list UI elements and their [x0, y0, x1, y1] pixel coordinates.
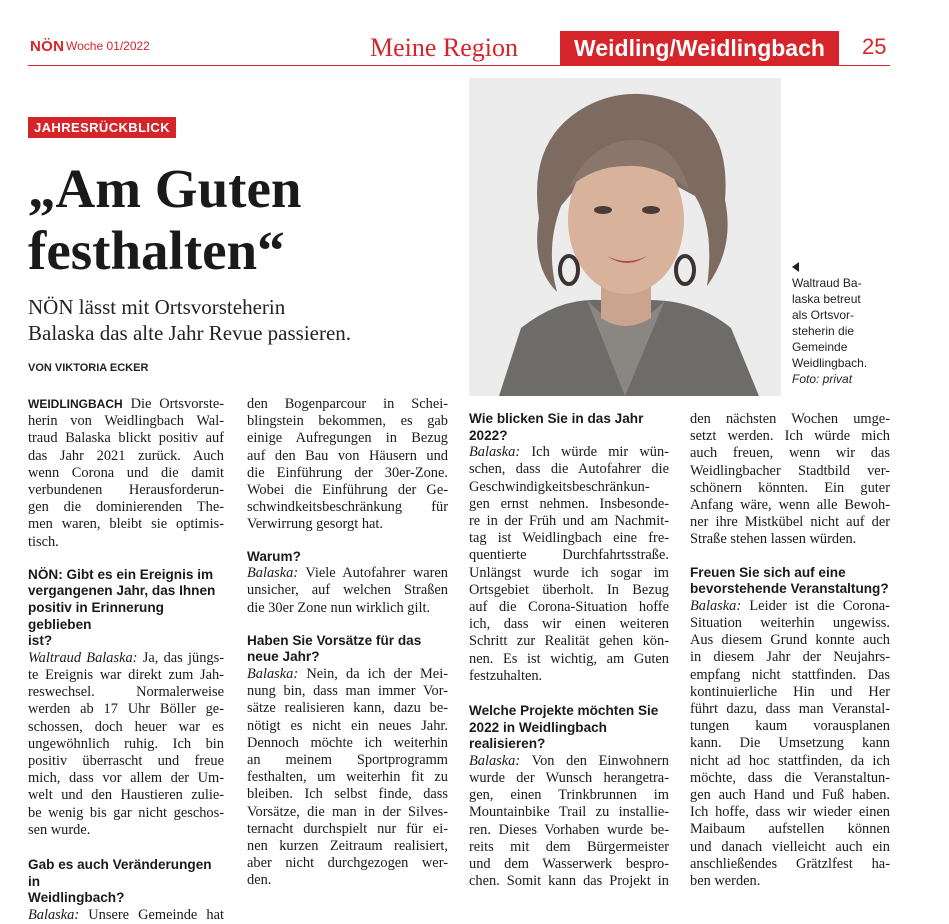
text-line: Unlängst wurde ich sogar im: [469, 564, 669, 581]
question-line: neue Jahr?: [247, 649, 320, 665]
speaker-label: Balaska:: [247, 666, 299, 683]
text-line-fragment: Viele Autofahrer waren: [305, 565, 449, 582]
text-line: Aus diesem Grund konnte auch: [690, 632, 890, 649]
question-line: positiv in Erinnerung geblieben: [28, 600, 164, 632]
text-line: ternacht durchspielt nur für ei-: [247, 820, 448, 837]
text-line: und dem Wasserwerk bespro-: [469, 856, 669, 873]
subheadline: [28, 294, 458, 346]
question-heading: [28, 857, 224, 907]
speaker-label: Balaska:: [28, 906, 80, 923]
headline: [28, 158, 458, 282]
text-line: Ich hoffe, dass wir wieder einen: [690, 804, 890, 821]
text-line: Verwirrung gesorgt hat.: [247, 516, 384, 533]
article-column-1: [28, 396, 224, 924]
portrait-illustration: [469, 78, 781, 396]
text-line: ner ihre Mistkübel nicht auf der: [690, 514, 890, 531]
text-line: ungewöhnlich ruhig. Ich bin: [28, 735, 224, 752]
text-line: die Einführung der 30er-Zone.: [247, 464, 448, 481]
answer-paragraph: [690, 598, 890, 890]
caption-line: Gemeinde: [792, 340, 848, 354]
text-line: ren. Dieses Vorhaben wurde be-: [469, 821, 669, 838]
text-line: führt dazu, dass man Veranstal-: [690, 701, 890, 718]
text-line: und danach vielleicht auch ein: [690, 838, 890, 855]
question-heading: [690, 565, 890, 598]
text-line: ben werden.: [690, 873, 761, 890]
headline-line: „Am Guten: [28, 158, 302, 219]
text-line: Mountainbike Trail zu installie-: [469, 804, 669, 821]
question-line: Weidlingbach?: [28, 890, 125, 906]
body-paragraph: [690, 411, 890, 549]
text-line: möchte, dass die Veranstaltun-: [690, 769, 890, 786]
speaker-label: Balaska:: [690, 597, 742, 614]
answer-paragraph: [247, 565, 448, 617]
text-line: anschließendes Grätzlfest ha-: [690, 855, 890, 872]
text-line: Maibaum aufstellen können: [690, 821, 890, 838]
question-line: ist?: [28, 633, 53, 649]
question-line: 2022 in Weidlingbach: [469, 719, 607, 735]
text-line: quentierte Durchfahrtsstraße.: [469, 547, 669, 564]
text-line: setzt werden. Ich würde mich: [690, 428, 890, 445]
text-line-fragment: Unsere Gemeinde hat: [88, 906, 224, 923]
text-line: kann. Die Umsetzung kann: [690, 735, 890, 752]
text-line-fragment: Ja, das jüngs-: [142, 649, 224, 666]
text-line: sätze realisieren kann, dazu be-: [247, 700, 448, 717]
text-line: men waren, bleibt sie optimis-: [28, 516, 224, 533]
question-line: NÖN: Gibt es ein Ereignis im: [28, 566, 214, 582]
text-line: positiv überrascht und freue: [28, 753, 224, 770]
text-line: nicht ad hoc stattfinden, da ich: [690, 752, 890, 769]
text-line: empfang nicht stattfinden. Das: [690, 666, 890, 683]
section-title: Meine Region: [370, 33, 519, 62]
question-line: 2022?: [469, 427, 508, 443]
text-line: den nächsten Wochen umge-: [690, 411, 890, 427]
text-line: die 30er Zone nun wirklich gilt.: [247, 599, 431, 616]
body-paragraph: [247, 396, 448, 534]
answer-paragraph: [469, 753, 669, 891]
text-line-fragment: Leider ist die Corona-: [749, 597, 890, 614]
text-line: tisch.: [28, 533, 59, 550]
header-rule: [28, 65, 890, 66]
text-line: nötigt es nicht ein neues Jahr.: [247, 717, 448, 734]
text-line: welt und den Haustieren zulie-: [28, 787, 224, 804]
text-line: gen, einen Trinkbrunnen im: [469, 787, 669, 804]
text-line: reits mit dem Bürgermeister: [469, 838, 669, 855]
text-line: Wobei die Einführung der Ge-: [247, 482, 448, 499]
text-line: herin von Weidlingbach Wal-: [28, 413, 224, 430]
text-line: das Jahr 2021 zurück. Auch: [28, 447, 224, 464]
text-line: an meinem Sportprogramm: [247, 752, 448, 769]
question-line: Welche Projekte möchten Sie: [469, 703, 659, 719]
text-line: wenn Corona und die damit: [28, 464, 224, 481]
issue-label: Woche 01/2022: [66, 39, 150, 53]
answer-paragraph: [28, 907, 224, 924]
question-line: Gab es auch Veränderungen in: [28, 857, 212, 889]
text-line-fragment: Die Ortsvorste-: [130, 396, 224, 412]
text-line: den Bogenparcour in Schei-: [247, 396, 448, 412]
text-line: re in der Früh und am Nachmit-: [469, 513, 669, 529]
caption-line: steherin die: [792, 324, 855, 338]
caption-line: Weidlingbach.: [792, 356, 868, 370]
text-line: schönern könnten. Ein guter: [690, 479, 890, 496]
text-line: verbundenen Herausforderun-: [28, 482, 224, 499]
text-line: bleiben. Ich selbst finde, dass: [247, 786, 448, 803]
text-line: schossen, doch heuer war es: [28, 718, 224, 735]
caption-line: als Ortsvor-: [792, 308, 855, 322]
text-line: wurde der Wunsch herangetra-: [469, 770, 669, 787]
portrait-photo: [469, 78, 781, 396]
question-line: Freuen Sie sich auf eine: [690, 564, 846, 580]
question-line: Haben Sie Vorsätze für das: [247, 632, 422, 648]
text-line: auf den Bau von Häusern und: [247, 447, 448, 464]
headline-line: festhalten“: [28, 220, 285, 281]
speaker-label: Balaska:: [247, 565, 299, 582]
speaker-label: Waltraud Balaska:: [28, 649, 138, 666]
text-line: schen, dass die Autofahrer die: [469, 461, 669, 478]
article-column-4: [690, 411, 890, 890]
subheadline-line: Balaska das alte Jahr Revue passieren.: [28, 321, 352, 345]
text-line: Ortsgebiet überholt. In Bezug: [469, 581, 669, 598]
byline: VON VIKTORIA ECKER: [28, 362, 149, 374]
question-line: vergangenen Jahr, das Ihnen: [28, 583, 216, 599]
text-line: Situation weiterhin ungewiss.: [690, 615, 890, 632]
text-line-fragment: Von den Einwohnern: [531, 752, 669, 769]
text-line: kontinuierliche Hin und Her: [690, 683, 890, 700]
caption-line: Waltraud Ba-: [792, 276, 862, 290]
text-line: te Ereignis war direkt zum Jah-: [28, 667, 224, 683]
intro-paragraph: [28, 396, 224, 551]
text-line: aber nicht durchgezogen wer-: [247, 855, 448, 872]
text-line: gen die dominierenden The-: [28, 499, 224, 516]
text-line: Dennoch möchte ich weiterhin: [247, 734, 448, 751]
text-line: chen. Somit kann das Projekt in: [469, 873, 669, 890]
text-line: Vorsätze, die man in der Silves-: [247, 803, 448, 820]
text-line: be wenig bis gar nicht geschos-: [28, 804, 224, 821]
text-line: tag ist Weidlingbach eine fre-: [469, 530, 669, 547]
article-column-3: [469, 411, 669, 890]
photo-caption: [792, 262, 892, 387]
text-line: auf die Corona-Situation hoffe: [469, 599, 669, 616]
text-line: Straße stehen lassen würden.: [690, 531, 857, 548]
text-line-fragment: Nein, da ich der Mei-: [306, 666, 448, 683]
text-line: blingstein bekommen, es gab: [247, 413, 448, 430]
text-line: festzuhalten.: [469, 667, 543, 684]
text-line: reswechsel. Normalerweise: [28, 684, 224, 701]
subheadline-line: NÖN lässt mit Ortsvorsteherin: [28, 295, 286, 319]
text-line: schwindkeitsbeschränkung für: [247, 499, 448, 516]
text-line: [28, 650, 224, 667]
text-line: den.: [247, 872, 272, 889]
text-line: festhalten, um weiterhin fit zu: [247, 769, 448, 786]
text-line: ich, dass wir einen weiteren: [469, 616, 669, 633]
text-line: Anfang wäre, wenn alle Bewoh-: [690, 497, 890, 514]
text-line: [28, 396, 224, 413]
region-banner: Weidling/Weidlingbach: [560, 31, 839, 65]
speaker-label: Balaska:: [469, 444, 521, 461]
question-heading: [469, 411, 669, 444]
text-line: [469, 444, 669, 461]
text-line: gen auch Hand und Fuß haben.: [690, 787, 890, 804]
text-line: Geschwindigkeitsbeschränkun-: [469, 478, 650, 495]
question-line: Wie blicken Sie in das Jahr: [469, 411, 644, 426]
text-line: in diesem Jahr der Neujahrs-: [690, 649, 890, 666]
text-line: auch freuen, wenn wir das: [690, 445, 890, 462]
caption-arrow-icon: [792, 262, 799, 272]
dateline: WEIDLINGBACH: [28, 397, 123, 411]
text-line: traud Balaska blickt positiv auf: [28, 430, 224, 447]
question-heading: [247, 549, 448, 566]
text-line: [28, 907, 224, 924]
masthead-brand: NÖN: [30, 38, 65, 55]
question-heading: [28, 567, 224, 650]
text-line: einige Aufregungen in Bezug: [247, 430, 448, 447]
page-number: 25: [862, 34, 887, 59]
text-line: [247, 666, 448, 683]
text-line: sen wurde.: [28, 821, 91, 838]
text-line: gen ernst nehmen. Insbesonde-: [469, 495, 669, 512]
text-line: nen. Es ist wichtig, am Guten: [469, 650, 669, 667]
answer-paragraph: [247, 666, 448, 890]
caption-line: laska betreut: [792, 292, 861, 306]
text-line: Schritt zur Realität gehen kön-: [469, 633, 669, 650]
article-column-2: [247, 396, 448, 890]
speaker-label: Balaska:: [469, 752, 521, 769]
photo-credit: Foto: privat: [792, 372, 853, 386]
text-line: tungen kaum vorausplanen: [690, 718, 890, 735]
question-line: realisieren?: [469, 736, 546, 752]
question-heading: [469, 703, 669, 753]
question-line: Warum?: [247, 548, 301, 564]
text-line: werden ab 17 Uhr Böller ge-: [28, 701, 224, 718]
text-line: [469, 753, 669, 770]
question-line: bevorstehende Veranstaltung?: [690, 581, 889, 597]
text-line: [247, 565, 448, 582]
question-heading: [247, 633, 448, 666]
text-line: nen kurzen Zeitraum realisiert,: [247, 838, 448, 855]
answer-paragraph: [28, 650, 224, 839]
text-line: unsicher, auf welchen Straßen: [247, 582, 448, 599]
answer-paragraph: [469, 444, 669, 685]
text-line-fragment: Ich würde mir wün-: [531, 444, 669, 461]
text-line: mich, dass vor allem der Um-: [28, 770, 224, 787]
text-line: nung bin, dass man immer Vor-: [247, 683, 448, 700]
text-line: [690, 598, 890, 615]
kicker-badge: JAHRESRÜCKBLICK: [28, 117, 176, 138]
text-line: Weidlingbacher Stadtbild ver-: [690, 462, 890, 479]
